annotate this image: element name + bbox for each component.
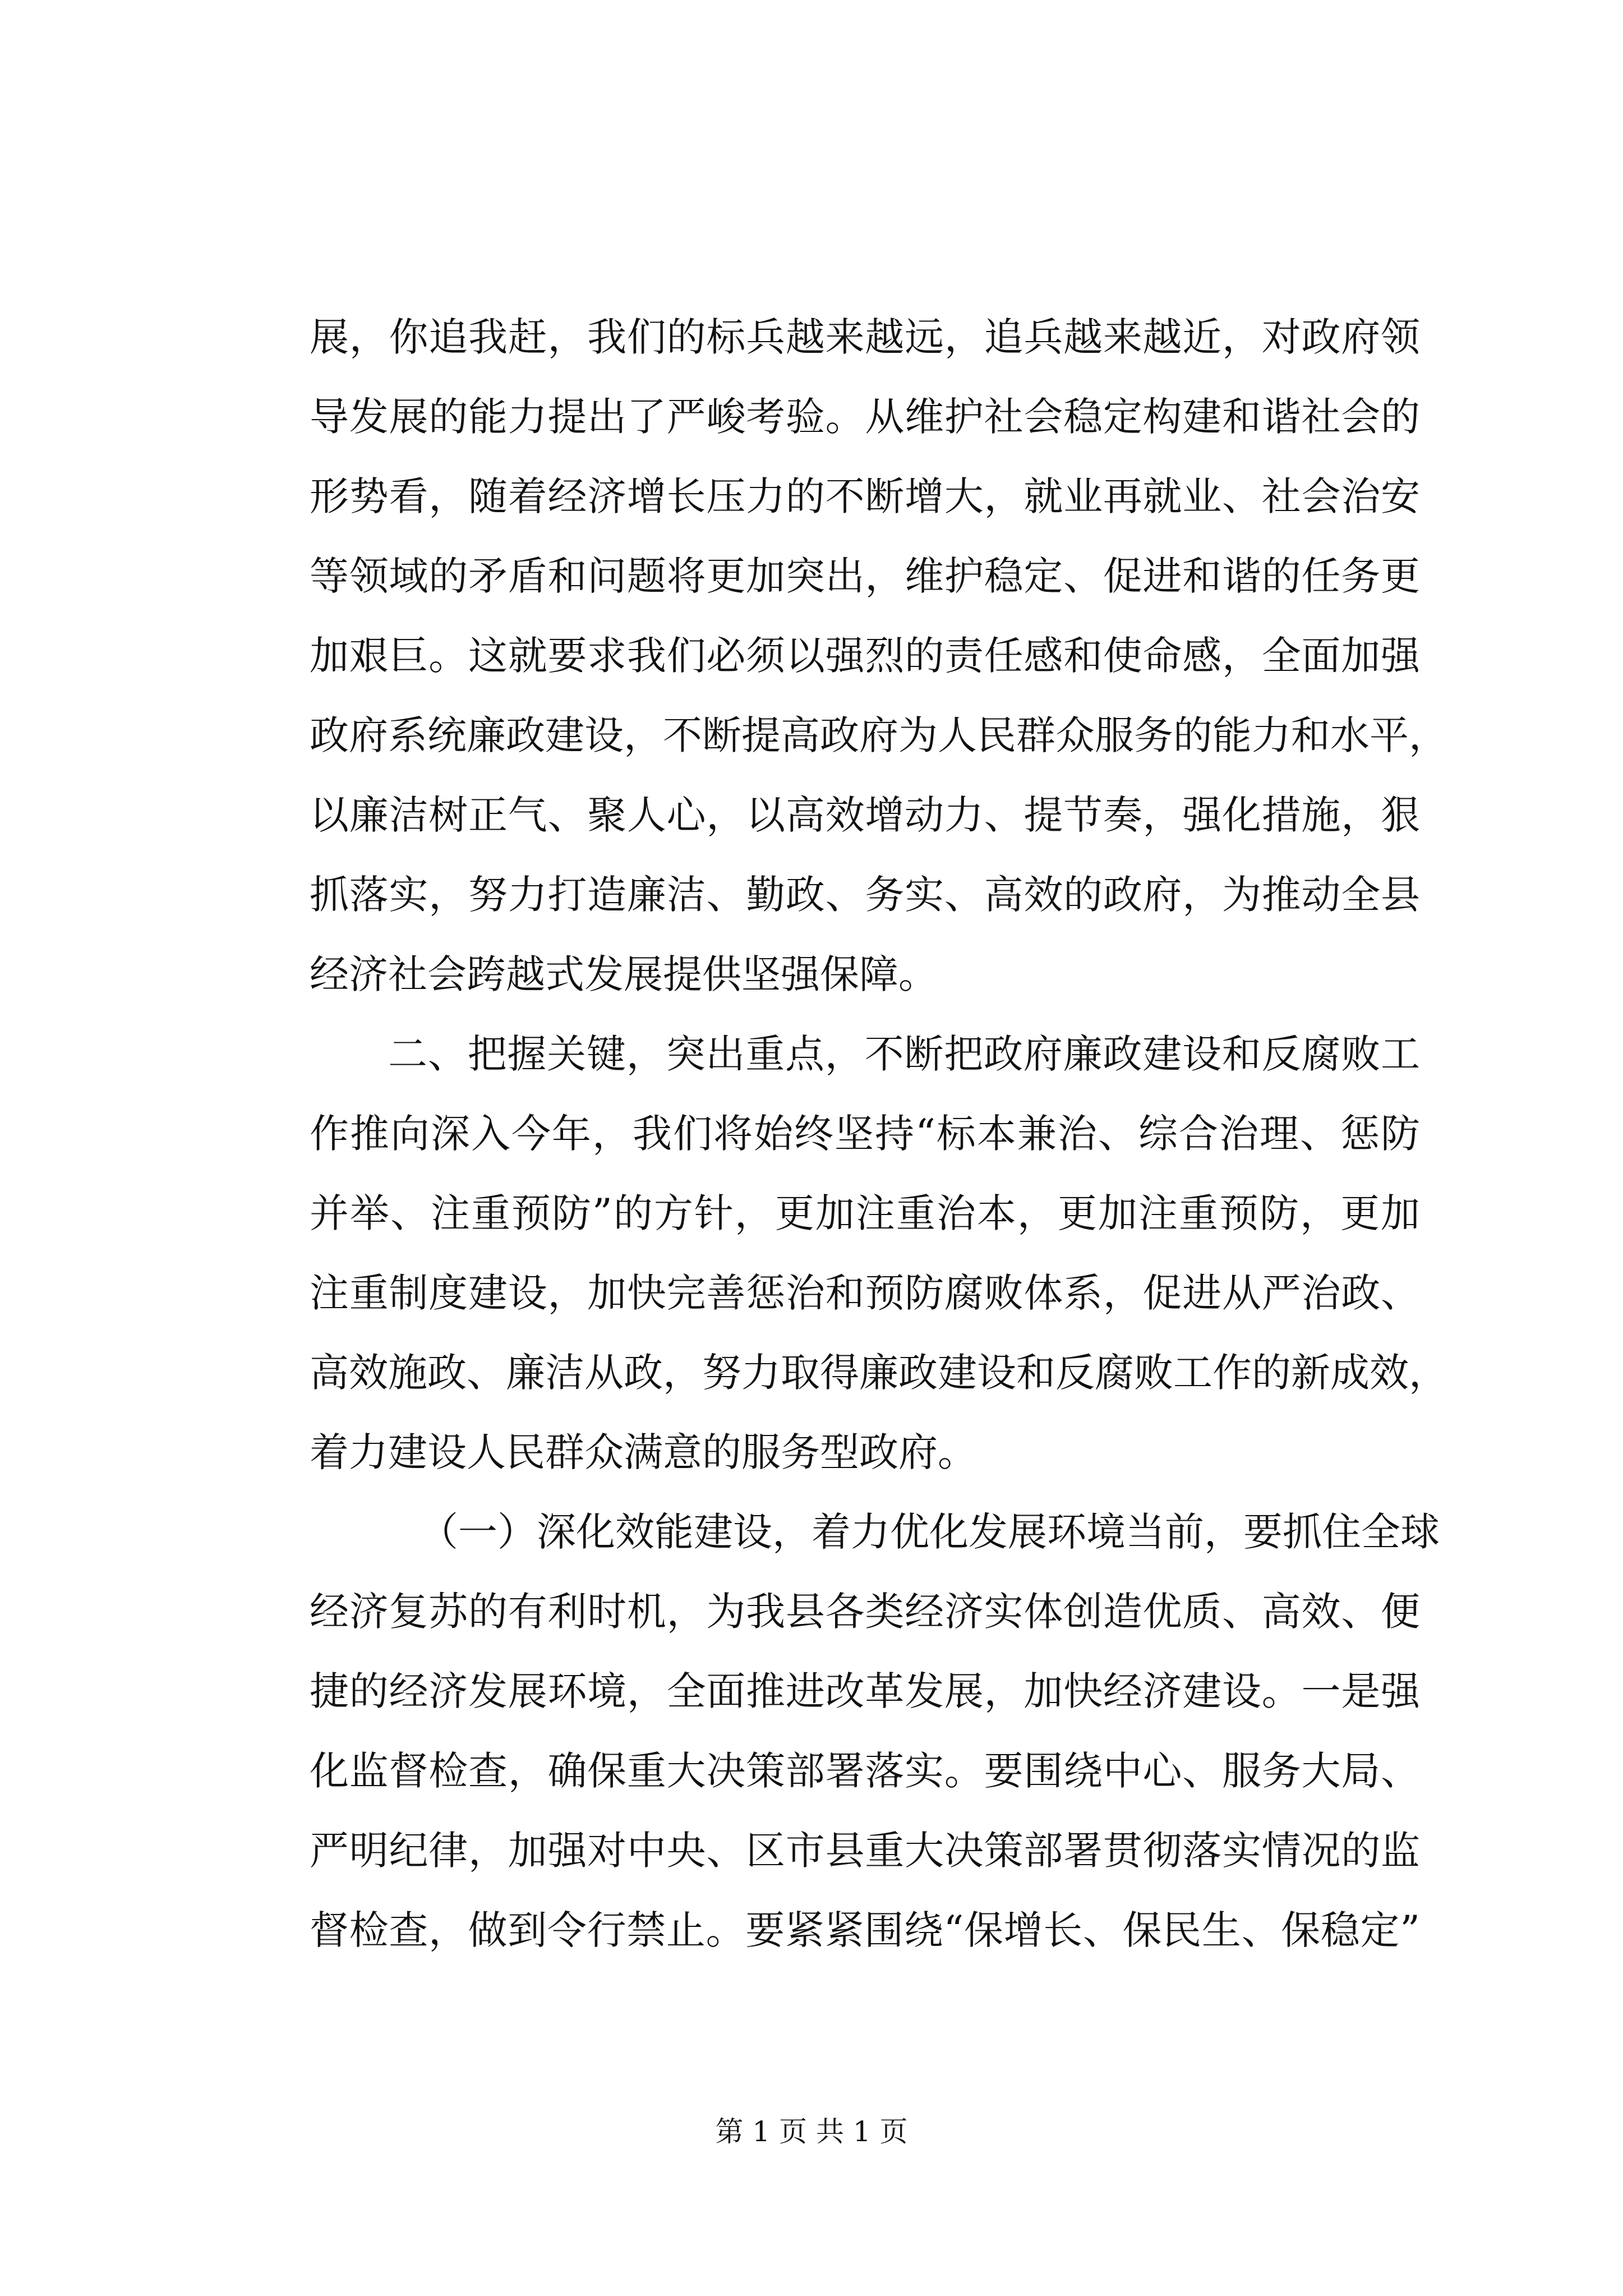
paragraph-3-line: （一）深化效能建设，着力优化发展环境当前，要抓住全球 xyxy=(419,1509,1440,1555)
paragraph-1-line: 加艰巨。这就要求我们必须以强烈的责任感和使命感，全面加强 xyxy=(310,633,1420,679)
paragraph-2-line: 二、把握关键，突出重点，不断把政府廉政建设和反腐败工 xyxy=(388,1031,1420,1077)
paragraph-1-line: 导发展的能力提出了严峻考验。从维护社会稳定构建和谐社会的 xyxy=(310,394,1420,440)
paragraph-1-line: 抓落实，努力打造廉洁、勤政、务实、高效的政府，为推动全县 xyxy=(310,872,1420,918)
paragraph-2-line: 注重制度建设，加快完善惩治和预防腐败体系，促进从严治政、 xyxy=(310,1270,1420,1316)
paragraph-2-line: 高效施政、廉洁从政，努力取得廉政建设和反腐败工作的新成效， xyxy=(310,1350,1448,1396)
paragraph-1-line: 政府系统廉政建设，不断提高政府为人民群众服务的能力和水平， xyxy=(310,712,1448,758)
paragraph-3-line: 经济复苏的有利时机，为我县各类经济实体创造优质、高效、便 xyxy=(310,1589,1420,1635)
page-footer: 第 1 页 共 1 页 xyxy=(715,2115,908,2148)
paragraph-1-line: 以廉洁树正气、聚人心，以高效增动力、提节奏，强化措施，狠 xyxy=(310,792,1420,838)
paragraph-3-line: 严明纪律，加强对中央、区市县重大决策部署贯彻落实情况的监 xyxy=(310,1828,1420,1874)
paragraph-1-line: 经济社会跨越式发展提供坚强保障。 xyxy=(310,951,938,997)
paragraph-1-line: 等领域的矛盾和问题将更加突出，维护稳定、促进和谐的任务更 xyxy=(310,553,1420,599)
paragraph-2-line: 并举、注重预防”的方针，更加注重治本，更加注重预防，更加 xyxy=(310,1190,1420,1236)
paragraph-2-line: 着力建设人民群众满意的服务型政府。 xyxy=(310,1429,977,1475)
paragraph-1-line: 展，你追我赶，我们的标兵越来越远，追兵越来越近，对政府领 xyxy=(310,314,1420,360)
paragraph-2-line: 作推向深入今年，我们将始终坚持“标本兼治、综合治理、惩防 xyxy=(310,1111,1420,1157)
paragraph-3-line: 督检查，做到令行禁止。要紧紧围绕“保增长、保民生、保稳定” xyxy=(310,1907,1420,1953)
paragraph-3-line: 捷的经济发展环境，全面推进改革发展，加快经济建设。一是强 xyxy=(310,1668,1420,1714)
document-body xyxy=(310,297,1448,1970)
paragraph-1-line: 形势看，随着经济增长压力的不断增大，就业再就业、社会治安 xyxy=(310,473,1420,519)
paragraph-3-line: 化监督检查，确保重大决策部署落实。要围绕中心、服务大局、 xyxy=(310,1748,1420,1794)
